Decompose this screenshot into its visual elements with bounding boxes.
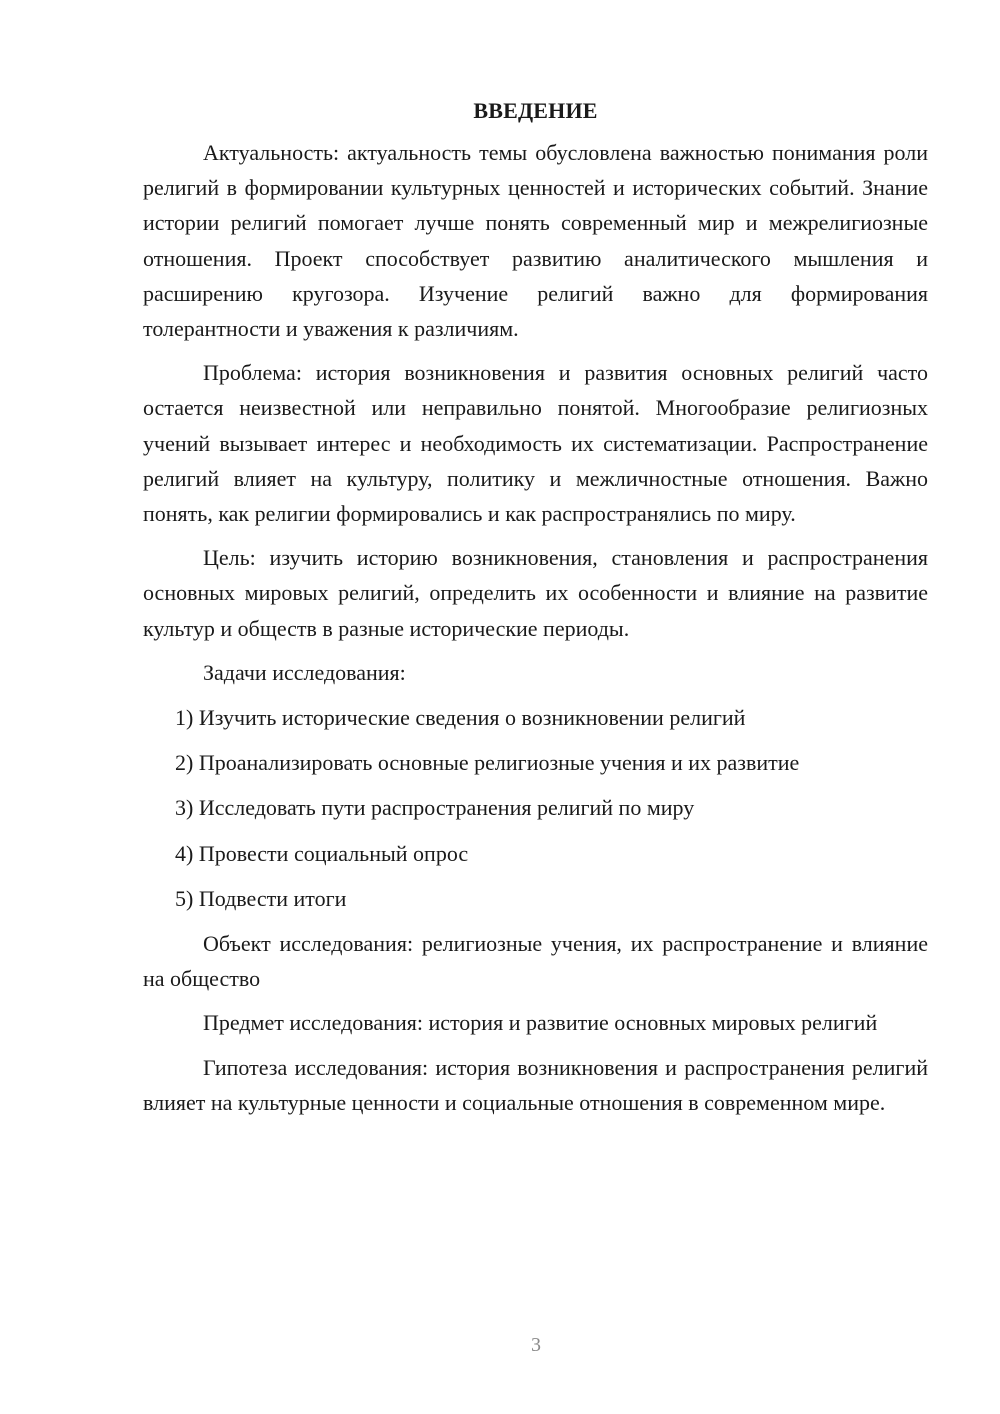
problem-paragraph: Проблема: история возникновения и развития основных религий часто остается неизвестной или неправильно понятой. Многообразие религиозных учений вызывает интерес и необходимость их систематизации. Распространение религий влияет на культуру, политику и межличностные отношения. Важно понять, как религии формировались и как распространялись по миру.: [143, 360, 928, 527]
task-item: 4) Провести социальный опрос: [175, 840, 469, 866]
goal-paragraph: Цель: изучить историю возникновения, становления и распространения основных мировых религий, определить их особенности и влияние на развитие культур и обществ в разные исторические периоды.: [143, 545, 928, 641]
task-item: 2) Проанализировать основные религиозные учения и их развитие: [175, 750, 800, 776]
document-body: [143, 93, 928, 1129]
hypothesis-paragraph: Гипотеза исследования: история возникновения и распространения религий влияет на культурные ценности и социальные отношения в современном мире.: [143, 1054, 928, 1115]
task-item: 3) Исследовать пути распространения религий по миру: [175, 795, 695, 821]
task-item: 1) Изучить исторические сведения о возникновении религий: [175, 705, 746, 731]
page-title: ВВЕДЕНИЕ: [473, 98, 598, 123]
subject-paragraph: Предмет исследования: история и развитие основных мировых религий: [203, 1010, 878, 1036]
tasks-list: [143, 700, 928, 916]
task-item: 5) Подвести итоги: [175, 885, 347, 911]
relevance-paragraph: Актуальность: актуальность темы обусловлена важностью понимания роли религий в формировании культурных ценностей и исторических событий. Знание истории религий помогает лучше понять современный мир и межрелигиозные отношения. Проект способствует развитию аналитического мышления и расширению кругозора. Изучение религий важно для формирования толерантности и уважения к различиям.: [143, 140, 928, 342]
page-number: 3: [531, 1334, 541, 1356]
object-paragraph: Объект исследования: религиозные учения, их распространение и влияние на общество: [143, 931, 928, 992]
tasks-title: Задачи исследования:: [203, 659, 406, 685]
